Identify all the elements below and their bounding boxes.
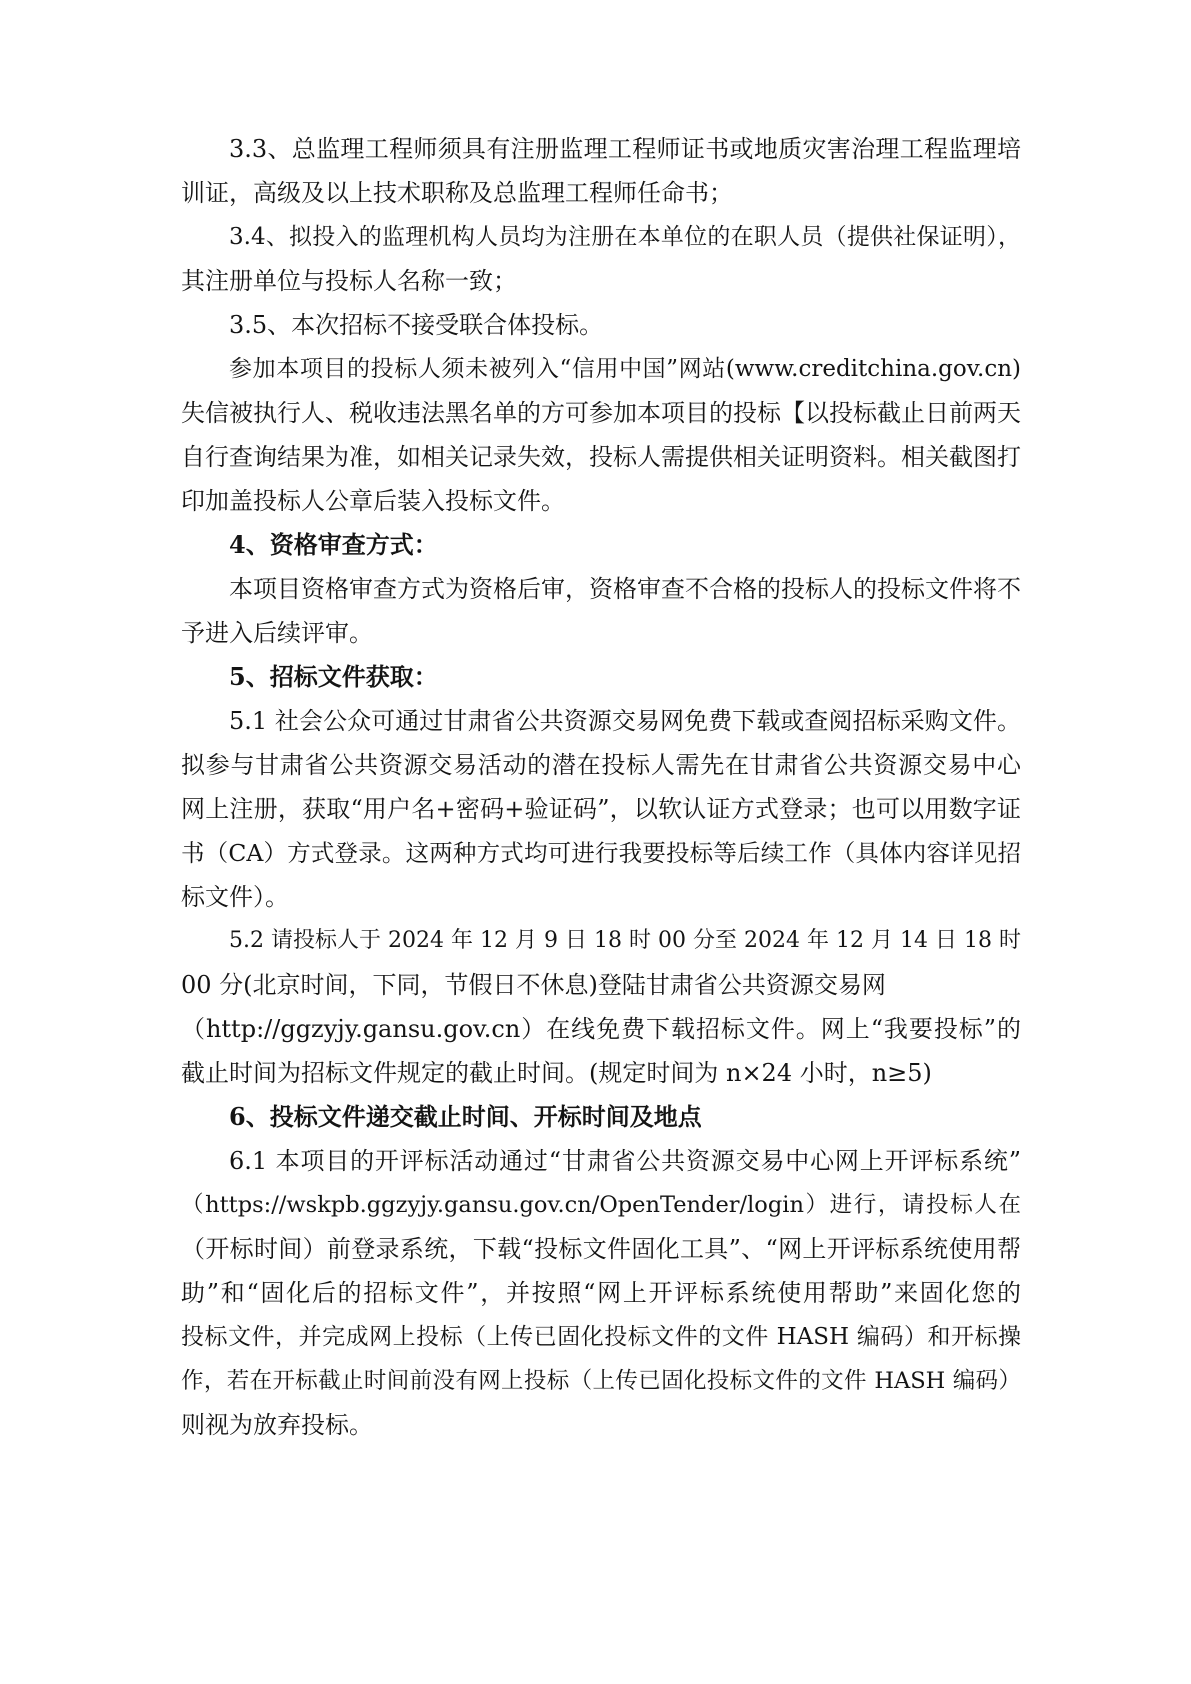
paragraph-3-3-line-2: 训证，高级及以上技术职称及总监理工程师任命书； (181, 179, 733, 207)
credit-check-line-2: 失信被执行人、税收违法黑名单的方可参加本项目的投标【以投标截止日前两天 (181, 399, 1021, 427)
paragraph-6-1-line-2: （https://wskpb.ggzyjy.gansu.gov.cn/OpenTender/login）进行，请投标人在 (181, 1192, 1021, 1218)
credit-check-line-1: 参加本项目的投标人须未被列入“信用中国”网站(www.creditchina.gov.cn) (229, 356, 1021, 382)
paragraph-3-4-line-2: 其注册单位与投标人名称一致； (181, 267, 517, 295)
paragraph-6-1-line-6: 作，若在开标截止时间前没有网上投标（上传已固化投标文件的文件 HASH 编码） (181, 1368, 1021, 1394)
paragraph-6-1-line-4: 助”和“固化后的招标文件”，并按照“网上开评标系统使用帮助”来固化您的 (181, 1279, 1021, 1307)
paragraph-5-1-line-5: 标文件）。 (181, 883, 289, 911)
paragraph-6-1-line-1: 6.1 本项目的开评标活动通过“甘肃省公共资源交易中心网上开评标系统” (229, 1147, 1021, 1175)
paragraph-3-3-line-1: 3.3、总监理工程师须具有注册监理工程师证书或地质灾害治理工程监理培 (229, 135, 1021, 163)
credit-check-line-3: 自行查询结果为准，如相关记录失效，投标人需提供相关证明资料。相关截图打 (181, 443, 1021, 471)
paragraph-6-1-line-3: （开标时间）前登录系统，下载“投标文件固化工具”、“网上开评标系统使用帮 (181, 1235, 1021, 1263)
credit-check-line-4: 印加盖投标人公章后装入投标文件。 (181, 487, 565, 515)
paragraph-3-4-line-1: 3.4、拟投入的监理机构人员均为注册在本单位的在职人员（提供社保证明）， (229, 224, 1021, 250)
section-4-line-1: 本项目资格审查方式为资格后审，资格审查不合格的投标人的投标文件将不 (229, 575, 1021, 603)
section-heading-6: 6、投标文件递交截止时间、开标时间及地点 (229, 1102, 702, 1131)
paragraph-5-2-line-1: 5.2 请投标人于 2024 年 12 月 9 日 18 时 00 分至 2024 年 12 月 14 日 18 时 (229, 928, 1022, 953)
paragraph-5-1-line-3: 网上注册，获取“用户名+密码+验证码”，以软认证方式登录；也可以用数字证 (181, 795, 1021, 823)
paragraph-6-1-line-5: 投标文件，并完成网上投标（上传已固化投标文件的文件 HASH 编码）和开标操 (181, 1324, 1021, 1350)
paragraph-5-2-line-2: 00 分(北京时间，下同，节假日不休息)登陆甘肃省公共资源交易网 (181, 971, 886, 999)
paragraph-5-1-line-1: 5.1 社会公众可通过甘肃省公共资源交易网免费下载或查阅招标采购文件。 (229, 707, 1021, 735)
paragraph-5-1-line-2: 拟参与甘肃省公共资源交易活动的潜在投标人需先在甘肃省公共资源交易中心 (181, 751, 1021, 779)
section-heading-4: 4、资格审查方式： (229, 530, 438, 559)
section-4-line-2: 予进入后续评审。 (181, 619, 373, 647)
paragraph-5-1-line-4: 书（CA）方式登录。这两种方式均可进行我要投标等后续工作（具体内容详见招 (181, 839, 1021, 867)
section-heading-5: 5、招标文件获取： (229, 662, 438, 691)
paragraph-5-2-line-3: （http://ggzyjy.gansu.gov.cn）在线免费下载招标文件。网上“我要投标”的 (181, 1015, 1021, 1043)
paragraph-5-2-line-4: 截止时间为招标文件规定的截止时间。(规定时间为 n×24 小时，n≥5) (181, 1059, 932, 1087)
paragraph-3-5: 3.5、本次招标不接受联合体投标。 (229, 311, 604, 339)
paragraph-6-1-line-7: 则视为放弃投标。 (181, 1411, 373, 1439)
